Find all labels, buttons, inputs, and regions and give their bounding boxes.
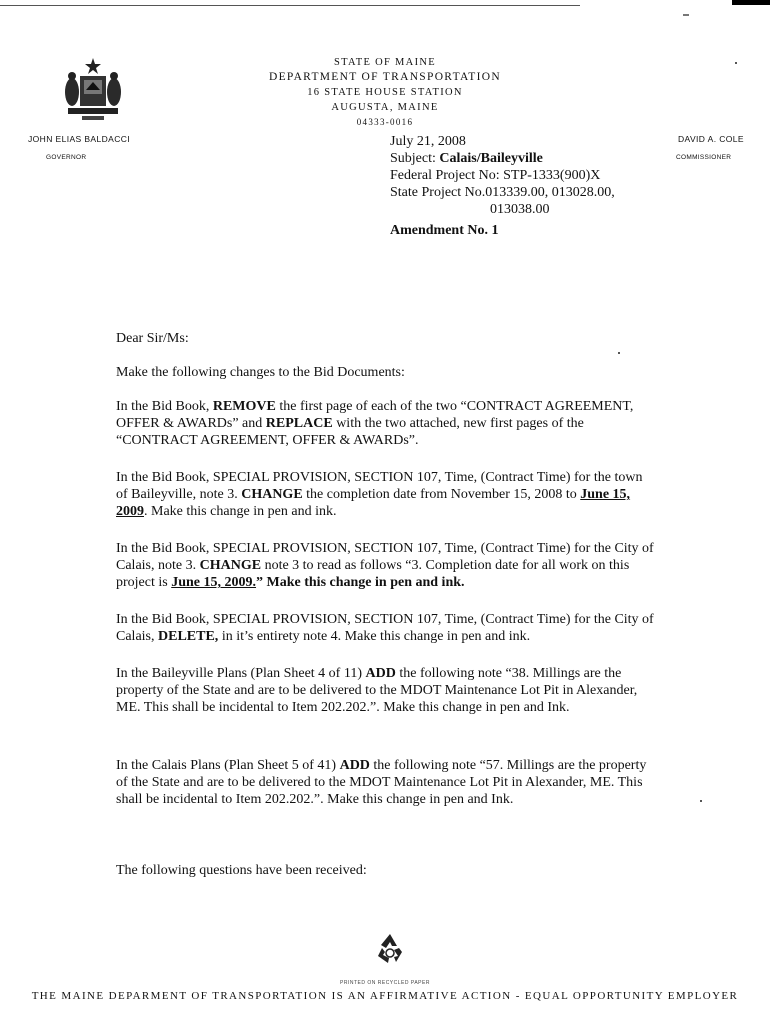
- amendment-number: Amendment No. 1: [390, 223, 499, 238]
- state-seal-icon: [60, 56, 126, 122]
- scan-speck: [700, 800, 702, 802]
- recycle-icon: [370, 928, 410, 968]
- text: In the Bid Book,: [116, 399, 213, 414]
- text: in it’s entirety note 4. Make this change in pen and ink.: [218, 629, 531, 644]
- text: ” Make this change in pen and ink.: [256, 575, 465, 590]
- text: In the Bid Book, SPECIAL PROVISION, SECTION 107, Time, (Contract Time) for the town of Baileyville, note 3.: [116, 470, 643, 502]
- paragraph-calais-plans: [116, 757, 656, 808]
- top-rule: [0, 5, 580, 6]
- text: the following note “38. Millings are the property of the State and are to be delivered to the MDOT Maintenance Lot Pit in Alexander, ME. This shall be incidental to Item 202.202.”. Make this change in pen and Ink.: [116, 666, 638, 715]
- text: In the Calais Plans (Plan Sheet 5 of 41): [116, 758, 340, 773]
- text: with the two attached, new first pages of the “CONTRACT AGREEMENT, OFFER & AWARDs”.: [116, 416, 584, 448]
- text: the following note “57. Millings are the property of the State and are to be delivered to the MDOT Maintenance Lot Pit in Alexander, ME. This shall be incidental to Item 202.202.”. Make this change in pen and Ink.: [116, 758, 647, 807]
- keyword-replace: REPLACE: [265, 416, 333, 431]
- text: the completion date from November 15, 2008 to: [302, 487, 581, 502]
- paragraph-calais-time: [116, 540, 656, 591]
- new-completion-date: June 15, 2009: [116, 487, 631, 519]
- subject-label: Subject:: [390, 151, 440, 166]
- letterhead-city: AUGUSTA, MAINE: [331, 102, 439, 113]
- text: In the Baileyville Plans (Plan Sheet 4 of 11): [116, 666, 366, 681]
- keyword-remove: REMOVE: [212, 399, 276, 414]
- letterhead-zip: 04333-0016: [356, 117, 414, 127]
- letterhead-department: DEPARTMENT OF TRANSPORTATION: [269, 71, 501, 83]
- text: In the Bid Book, SPECIAL PROVISION, SECTION 107, Time, (Contract Time) for the City of Calais, note 3.: [116, 541, 654, 573]
- new-completion-date: June 15, 2009.: [171, 575, 257, 590]
- keyword-add: ADD: [339, 758, 370, 773]
- subject-line: [390, 150, 543, 167]
- scan-mark: [732, 0, 770, 5]
- keyword-change: CHANGE: [241, 487, 303, 502]
- recycled-paper-note: PRINTED ON RECYCLED PAPER: [340, 980, 430, 986]
- state-project-line2: 013038.00: [490, 202, 550, 217]
- keyword-add: ADD: [365, 666, 396, 681]
- salutation: Dear Sir/Ms:: [116, 331, 189, 346]
- letter-date: July 21, 2008: [390, 134, 466, 149]
- letterhead-state: STATE OF MAINE: [334, 57, 436, 68]
- governor-name: JOHN ELIAS BALDACCI: [28, 134, 131, 144]
- text: note 3 to read as follows “3. Completion date for all work on this project is: [116, 558, 630, 590]
- scan-speck: [618, 352, 620, 354]
- text: In the Bid Book, SPECIAL PROVISION, SECTION 107, Time, (Contract Time) for the City of Calais,: [116, 612, 654, 644]
- paragraph-replace-pages: [116, 398, 656, 449]
- text: . Make this change in pen and ink.: [144, 504, 337, 519]
- paragraph-calais-delete: [116, 611, 656, 645]
- governor-title: GOVERNOR: [46, 154, 87, 161]
- paragraph-baileyville-time: [116, 469, 656, 520]
- commissioner-title: COMMISSIONER: [676, 154, 732, 161]
- intro-line: Make the following changes to the Bid Documents:: [116, 365, 405, 380]
- subject-value: Calais/Baileyville: [439, 151, 543, 166]
- keyword-delete: DELETE,: [158, 629, 219, 644]
- state-project-line1: State Project No.013339.00, 013028.00,: [390, 185, 615, 200]
- paragraph-baileyville-plans: [116, 665, 656, 716]
- keyword-change: CHANGE: [199, 558, 262, 573]
- scan-speck: [683, 14, 689, 16]
- scan-speck: [735, 62, 737, 64]
- footer-eeo-statement: THE MAINE DEPARMENT OF TRANSPORTATION IS AN AFFIRMATIVE ACTION - EQUAL OPPORTUNITY EMPLOYER: [31, 990, 739, 1002]
- letterhead-station: 16 STATE HOUSE STATION: [307, 87, 463, 98]
- federal-project: Federal Project No: STP-1333(900)X: [390, 168, 601, 183]
- text: the first page of each of the two “CONTRACT AGREEMENT, OFFER & AWARDs” and: [116, 399, 634, 431]
- closing-line: The following questions have been received:: [116, 863, 367, 878]
- commissioner-name: DAVID A. COLE: [678, 134, 744, 144]
